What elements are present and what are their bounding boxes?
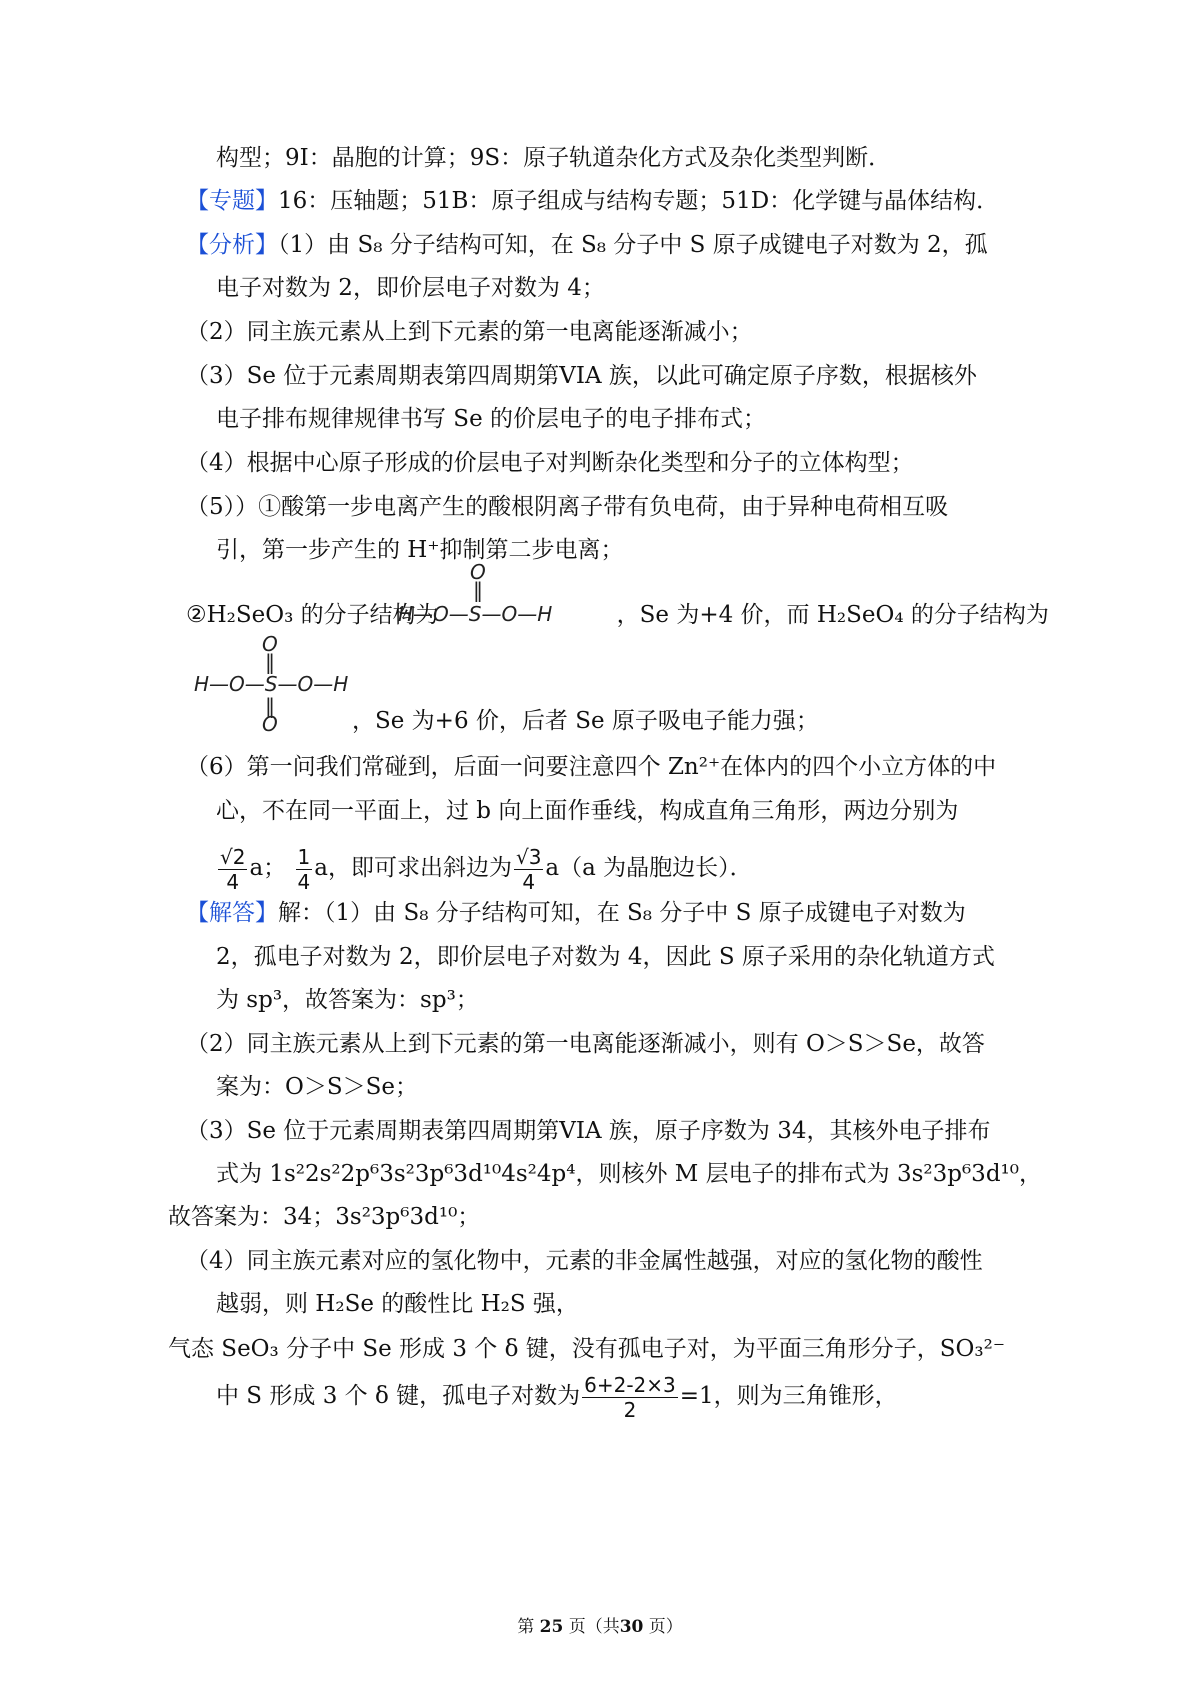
text-line: 中 S 形成 3 个 δ 键，孤电子对数为 $\frac{6+2-2\times 3}{2}$ =1，则为三角锥形， <box>216 1372 898 1422</box>
fraction: $\frac{1}{4}$ <box>297 844 311 894</box>
total-pages: 30 <box>619 1617 644 1637</box>
text-line: 为 sp³，故答案为：sp³； <box>216 987 479 1013</box>
fraction: $\frac{6+2-2\times 3}{2}$ <box>584 1372 676 1422</box>
text-line: $\frac{√2}{4}$ a； $\frac{1}{4}$ a，即可求出斜边为 $\frac{√3}{4}$ a（a 为晶胞边长）． <box>220 844 753 894</box>
text-line: 气态 SeO₃ 分子中 Se 形成 3 个 δ 键，没有孤电子对，为平面三角形分子，SO₃²⁻ <box>168 1336 1005 1362</box>
text-line: （6）第一问我们常碰到，后面一问要注意四个 Zn²⁺在体内的四个小立方体的中 <box>186 754 997 780</box>
text-line: （3）Se 位于元素周期表第四周期第VIA 族，以此可确定原子序数，根据核外 <box>186 363 977 389</box>
section-tag-answer: 【解答】 <box>186 900 278 926</box>
fraction: $\frac{√2}{4}$ <box>220 844 246 894</box>
text-line: （2）同主族元素从上到下元素的第一电离能逐渐减小； <box>186 319 753 345</box>
text-line: 电子对数为 2，即价层电子对数为 4； <box>216 275 605 301</box>
section-tag-topic: 【专题】 <box>186 188 278 214</box>
section-tag-analysis: 【分析】 <box>186 232 278 258</box>
text-line: 构型；9I：晶胞的计算；9S：原子轨道杂化方式及杂化类型判断． <box>216 145 892 171</box>
text-line: （2）同主族元素从上到下元素的第一电离能逐渐减小，则有 O＞S＞Se，故答 <box>186 1031 985 1057</box>
text-line: 【分析】（1）由 S₈ 分子结构可知，在 S₈ 分子中 S 原子成键电子对数为 2，孤 <box>186 232 988 258</box>
page-number: 25 <box>539 1617 564 1637</box>
text-line: 【解答】解：（1）由 S₈ 分子结构可知，在 S₈ 分子中 S 原子成键电子对数为 <box>186 900 966 926</box>
text-line: 引，第一步产生的 H⁺抑制第二步电离； <box>216 537 624 563</box>
text-line: ，Se 为+6 价，后者 Se 原子吸电子能力强； <box>352 708 819 734</box>
text-line: ②H₂SeO₃ 的分子结构为 ，Se 为+4 价，而 H₂SeO₄ 的分子结构为 <box>186 602 1049 628</box>
text-line: （4）根据中心原子形成的价层电子对判断杂化类型和分子的立体构型； <box>186 450 914 476</box>
text-line: 越弱，则 H₂Se 的酸性比 H₂S 强， <box>216 1291 579 1317</box>
text-line: 2，孤电子对数为 2，即价层电子对数为 4，因此 S 原子采用的杂化轨道方式 <box>216 944 995 970</box>
page-footer: 第 25 页（共30 页） <box>517 1617 683 1637</box>
text-line: 【专题】16：压轴题；51B：原子组成与结构专题；51D：化学键与晶体结构． <box>186 188 1000 214</box>
text-line: （5））①酸第一步电离产生的酸根阴离子带有负电荷，由于异种电荷相互吸 <box>186 494 949 520</box>
text-line: 式为 1s²2s²2p⁶3s²3p⁶3d¹⁰4s²4p⁴，则核外 M 层电子的排布式为 3s²3p⁶3d¹⁰， <box>216 1161 1042 1187</box>
fraction: $\frac{√3}{4}$ <box>515 844 542 894</box>
document-page: 构型；9I：晶胞的计算；9S：原子轨道杂化方式及杂化类型判断． 【专题】16：压轴题；51B：原子组成与结构专题；51D：化学键与晶体结构． 【分析】（1）由 S₈ 分子结构可知，在 S₈ 分子中 S 原子成键电子对数为 2，孤 电子对数为 2，即价层电子对数为 4； （2）同主族元素从上到下元素的第一电离能逐渐减小； （3）Se 位于元素周期表第四周期第VIA 族，以此可确定原子序数，根据核外 电子排布规律规律书写 Se 的价层电子的电子排布式； （4）根据中心原子形成的价层电子对判断杂化类型和分子的立体构型； （5））①酸第一步电离产生的酸根阴离子带有负电荷，由于异种电荷相互吸 引，第一步产生的 H⁺抑制第二步电离； ②H₂SeO₃ 的分子结构为 ，Se 为+4 价，而 H₂SeO₄ 的分子结构为 O ‖ H—O—S—O—H O ‖ H—O—S—O—H ‖ O ，Se 为+6 价，后者 Se 原子吸电子能力强； （6）第一问我们常碰到，后面一问要注意四个 Zn²⁺在体内的四个小立方体的中 心，不在同一平面上，过 b 向上面作垂线，构成直角三角形，两边分别为 $\frac{√2}{4}$ a； $\frac{1}{4}$ a，即可求出斜边为 $\frac{√3}{4}$ a（a 为晶胞边长）． 【解答】解：（1）由 S₈ 分子结构可知，在 S₈ 分子中 S 原子成键电子对数为 2，孤电子对数为 2，即价层电子对数为 4，因此 S 原子采用的杂化轨道方式 为 sp³，故答案为：sp³； （2）同主族元素从上到下元素的第一电离能逐渐减小，则有 O＞S＞Se，故答 案为：O＞S＞Se； （3）Se 位于元素周期表第四周期第VIA 族，原子序数为 34，其核外电子排布 式为 1s²2s²2p⁶3s²3p⁶3d¹⁰4s²4p⁴，则核外 M 层电子的排布式为 3s²3p⁶3d¹⁰， 故答案为：34；3s²3p⁶3d¹⁰； （4）同主族元素对应的氢化物中，元素的非金属性越强，对应的氢化物的酸性 越弱，则 H₂Se 的酸性比 H₂S 强， 气态 SeO₃ 分子中 Se 形成 3 个 δ 键，没有孤电子对，为平面三角形分子，SO₃²⁻ 中 S 形成 3 个 δ 键，孤电子对数为 $\frac{6+2-2\times 3}{2}$ =1，则为三角锥形， 第 25 页（共30 页） <box>0 0 1200 1698</box>
text-line: 电子排布规律规律书写 Se 的价层电子的电子排布式； <box>216 406 766 432</box>
text-line: （3）Se 位于元素周期表第四周期第VIA 族，原子序数为 34，其核外电子排布 <box>186 1118 991 1144</box>
text-line: 故答案为：34；3s²3p⁶3d¹⁰； <box>168 1204 481 1230</box>
text-line: 案为：O＞S＞Se； <box>216 1074 418 1100</box>
text-line: （4）同主族元素对应的氢化物中，元素的非金属性越强，对应的氢化物的酸性 <box>186 1248 983 1274</box>
text-line: 心，不在同一平面上，过 b 向上面作垂线，构成直角三角形，两边分别为 <box>216 798 959 824</box>
